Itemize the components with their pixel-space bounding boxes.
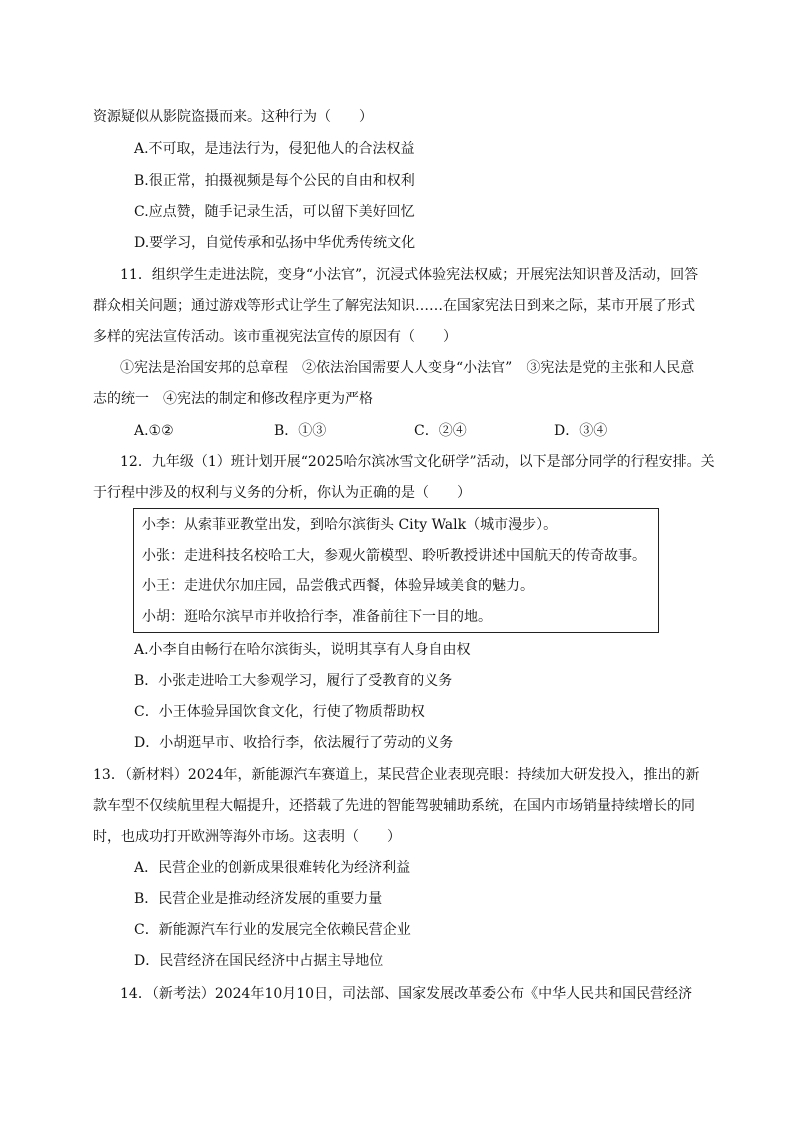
question-13-stem-line-3: 时，也成功打开欧洲等海外市场。这表明（ ） bbox=[93, 829, 401, 845]
itinerary-xiaozhang: 小张：走进科技名校哈工大，参观火箭模型、聆听教授讲述中国航天的传奇故事。 bbox=[142, 548, 646, 564]
itinerary-xiaoli: 小李：从索菲亚教堂出发，到哈尔滨街头 City Walk（城市漫步）。 bbox=[142, 517, 558, 533]
question-12-option-b: B．小张走进哈工大参观学习，履行了受教育的义务 bbox=[134, 673, 453, 689]
question-10-option-a: A.不可取，是违法行为，侵犯他人的合法权益 bbox=[134, 141, 415, 157]
question-11-statements-line-2: 志的统一 ④宪法的制定和修改程序更为严格 bbox=[93, 391, 373, 407]
question-10-option-b: B.很正常，拍摄视频是每个公民的自由和权利 bbox=[134, 173, 415, 189]
question-10-option-d: D.要学习，自觉传承和弘扬中华优秀传统文化 bbox=[134, 235, 416, 251]
question-11-stem-line-1: 11．组织学生走进法院，变身“小法官”，沉浸式体验宪法权威；开展宪法知识普及活动，回答 bbox=[120, 267, 699, 283]
question-10-option-c: C.应点赞，随手记录生活，可以留下美好回忆 bbox=[134, 204, 415, 220]
question-10-stem-tail: 资源疑似从影院盗摄而来。这种行为（ ） bbox=[93, 109, 373, 125]
question-13-option-c: C．新能源汽车行业的发展完全依赖民营企业 bbox=[134, 922, 411, 938]
question-12-stem-line-2: 于行程中涉及的权利与义务的分析，你认为正确的是（ ） bbox=[93, 485, 471, 501]
itinerary-xiaowang: 小王：走进伏尔加庄园，品尝俄式西餐，体验异域美食的魅力。 bbox=[142, 578, 534, 594]
question-11-statements-line-1: ①宪法是治国安邦的总章程 ②依法治国需要人人变身“小法官” ③宪法是党的主张和人民意 bbox=[120, 360, 695, 376]
question-11-choices bbox=[134, 421, 654, 441]
question-13-option-d: D．民营经济在国民经济中占据主导地位 bbox=[134, 953, 384, 969]
question-12-option-c: C．小王体验异国饮食文化，行使了物质帮助权 bbox=[134, 704, 425, 720]
question-13-option-b: B．民营企业是推动经济发展的重要力量 bbox=[134, 891, 383, 907]
itinerary-box bbox=[133, 508, 659, 633]
question-11-stem-line-3: 多样的宪法宣传活动。该市重视宪法宣传的原因有（ ） bbox=[93, 329, 457, 345]
question-11-stem-line-2: 群众相关问题；通过游戏等形式让学生了解宪法知识……在国家宪法日到来之际，某市开展了形式 bbox=[93, 298, 695, 314]
itinerary-xiaohu: 小胡：逛哈尔滨早市并收拾行李，准备前往下一目的地。 bbox=[142, 609, 492, 625]
question-11-choice-c: C．②④ bbox=[414, 423, 467, 439]
question-13-stem-line-2: 款车型不仅续航里程大幅提升，还搭载了先进的智能驾驶辅助系统，在国内市场销量持续增长的同 bbox=[93, 798, 695, 814]
question-12-option-a: A.小李自由畅行在哈尔滨街头，说明其享有人身自由权 bbox=[134, 642, 471, 658]
question-12-stem-line-1: 12．九年级（1）班计划开展“2025哈尔滨冰雪文化研学”活动，以下是部分同学的行程安排。关 bbox=[120, 454, 715, 470]
question-11-choice-a: A.①② bbox=[134, 423, 174, 439]
question-11-choice-d: D．③④ bbox=[554, 423, 608, 439]
question-14-stem-line-1: 14．（新考法）2024年10月10日，司法部、国家发展改革委公布《中华人民共和国民营经济 bbox=[120, 986, 693, 1002]
question-13-option-a: A．民营企业的创新成果很难转化为经济利益 bbox=[134, 860, 411, 876]
question-13-stem-line-1: 13．（新材料）2024年，新能源汽车赛道上，某民营企业表现亮眼：持续加大研发投入，推出的新 bbox=[93, 767, 700, 783]
question-12-option-d: D．小胡逛早市、收拾行李，依法履行了劳动的义务 bbox=[134, 735, 454, 751]
question-11-choice-b: B．①③ bbox=[274, 423, 327, 439]
